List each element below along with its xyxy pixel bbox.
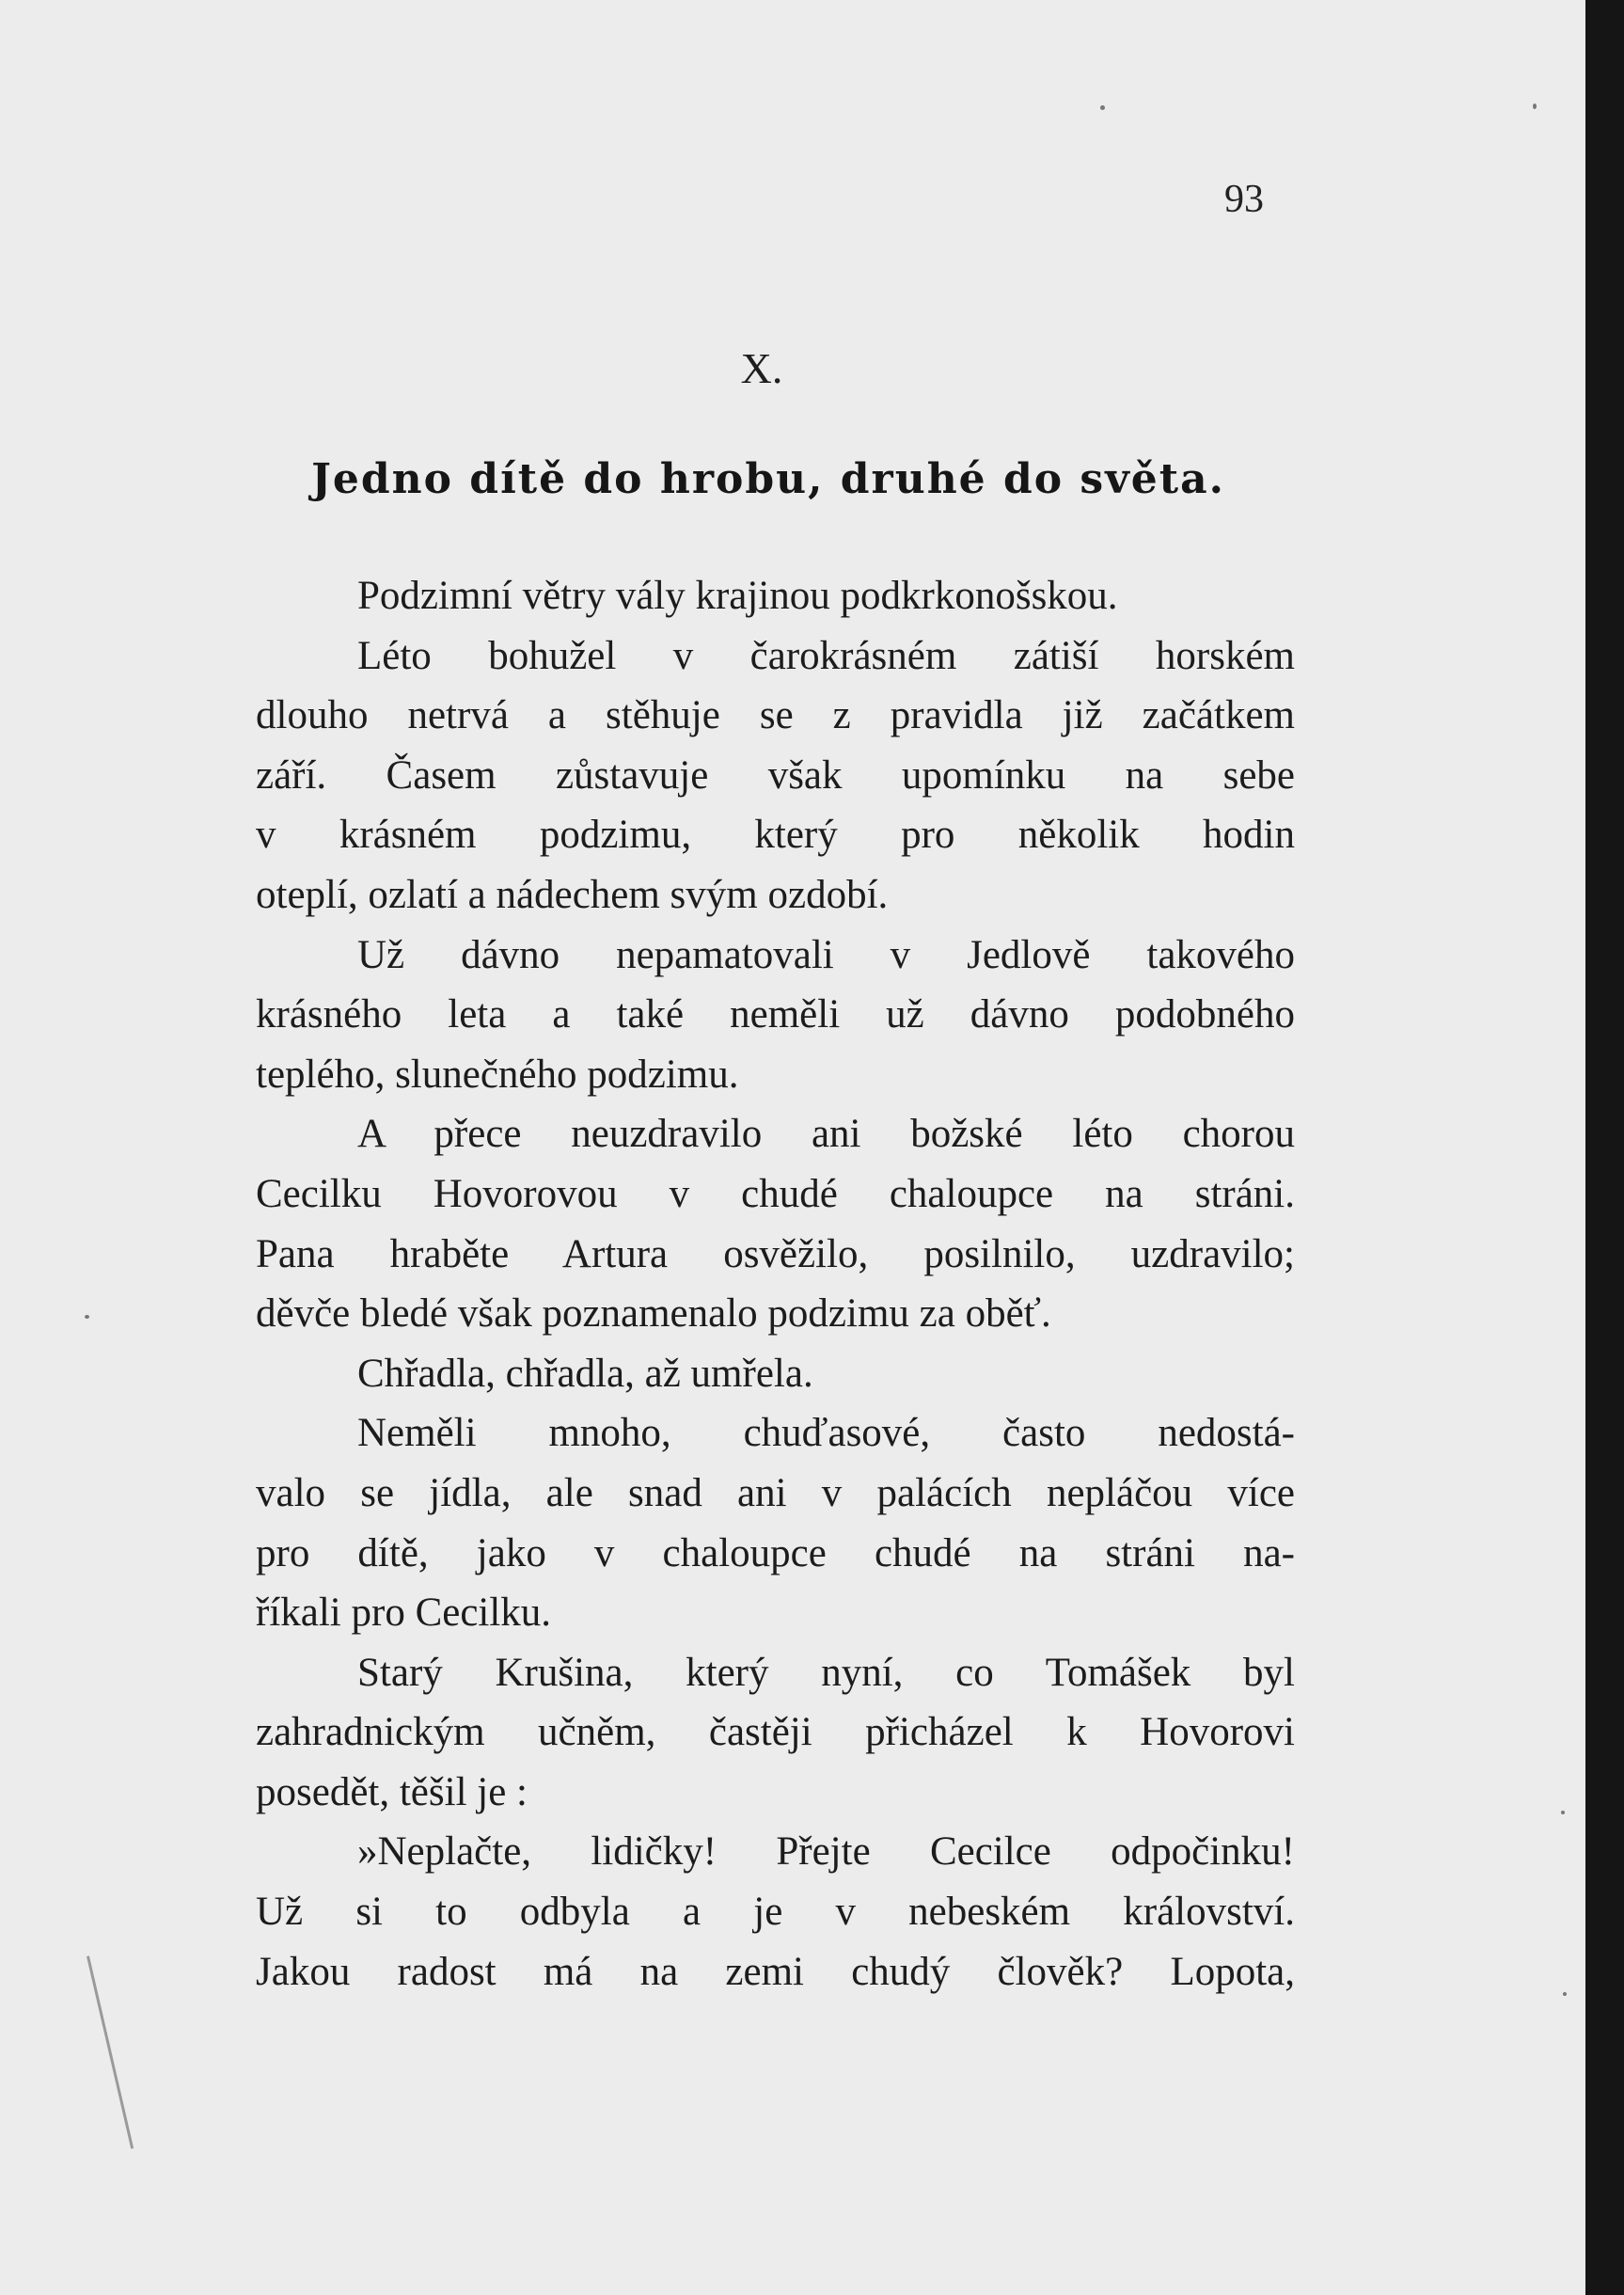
text-line: Už dávno nepamatovali v Jedlově takového [357, 932, 1295, 977]
text-line: Léto bohužel v čarokrásném zátiší horském [357, 633, 1295, 678]
page-scratch-mark [87, 1955, 134, 2148]
text-line: Neměli mnoho, chuďasové, často nedostá- [357, 1411, 1295, 1456]
body-text [256, 566, 1295, 2002]
text-line: Cecilku Hovorovou v chudé chaloupce na stráni. [256, 1171, 1295, 1216]
page-speck [1100, 105, 1105, 110]
text-line: Podzimní větry vály krajinou podkrkonošskou. [357, 574, 1118, 618]
chapter-title: Jedno dítě do hrobu, druhé do světa. [311, 455, 1225, 503]
text-line: Jakou radost má na zemi chudý člověk? Lopota, [256, 1949, 1295, 1994]
text-line: Starý Krušina, který nyní, co Tomášek byl [357, 1650, 1295, 1695]
text-line: Už si to odbyla a je v nebeském království. [256, 1890, 1295, 1935]
text-line: říkali pro Cecilku. [256, 1591, 552, 1636]
text-line: děvče bledé však poznamenalo podzimu za oběť. [256, 1291, 1051, 1337]
page-speck [1563, 1992, 1567, 1996]
text-line: září. Časem zůstavuje však upomínku na sebe [256, 752, 1295, 798]
text-line: oteplí, ozlatí a nádechem svým ozdobí. [256, 872, 889, 917]
text-line: v krásném podzimu, který pro několik hodin [256, 813, 1295, 858]
text-line: teplého, slunečného podzimu. [256, 1052, 739, 1097]
text-line: Chřadla, chřadla, až umřela. [357, 1351, 813, 1396]
text-line: Pana hraběte Artura osvěžilo, posilnilo, uzdravilo; [256, 1231, 1295, 1276]
page-speck [1561, 1811, 1565, 1814]
text-line: dlouho netrvá a stěhuje se z pravidla již začátkem [256, 693, 1295, 738]
text-line: pro dítě, jako v chaloupce chudé na stráni na- [256, 1530, 1295, 1575]
scan-edge-shadow [1585, 0, 1624, 2295]
text-line: posedět, těšil je : [256, 1769, 528, 1814]
chapter-number: X. [740, 344, 783, 392]
text-line: krásného leta a také neměli už dávno podobného [256, 992, 1295, 1037]
text-line: valo se jídla, ale snad ani v palácích nepláčou více [256, 1470, 1295, 1515]
text-line: »Neplačte, lidičky! Přejte Cecilce odpočinku! [357, 1829, 1295, 1875]
text-line: zahradnickým učněm, častěji přicházel k Hovorovi [256, 1710, 1295, 1755]
page-speck [85, 1315, 89, 1319]
page-speck [1533, 103, 1537, 109]
text-line: A přece neuzdravilo ani božské léto chorou [357, 1112, 1295, 1157]
page-number: 93 [1224, 178, 1264, 221]
